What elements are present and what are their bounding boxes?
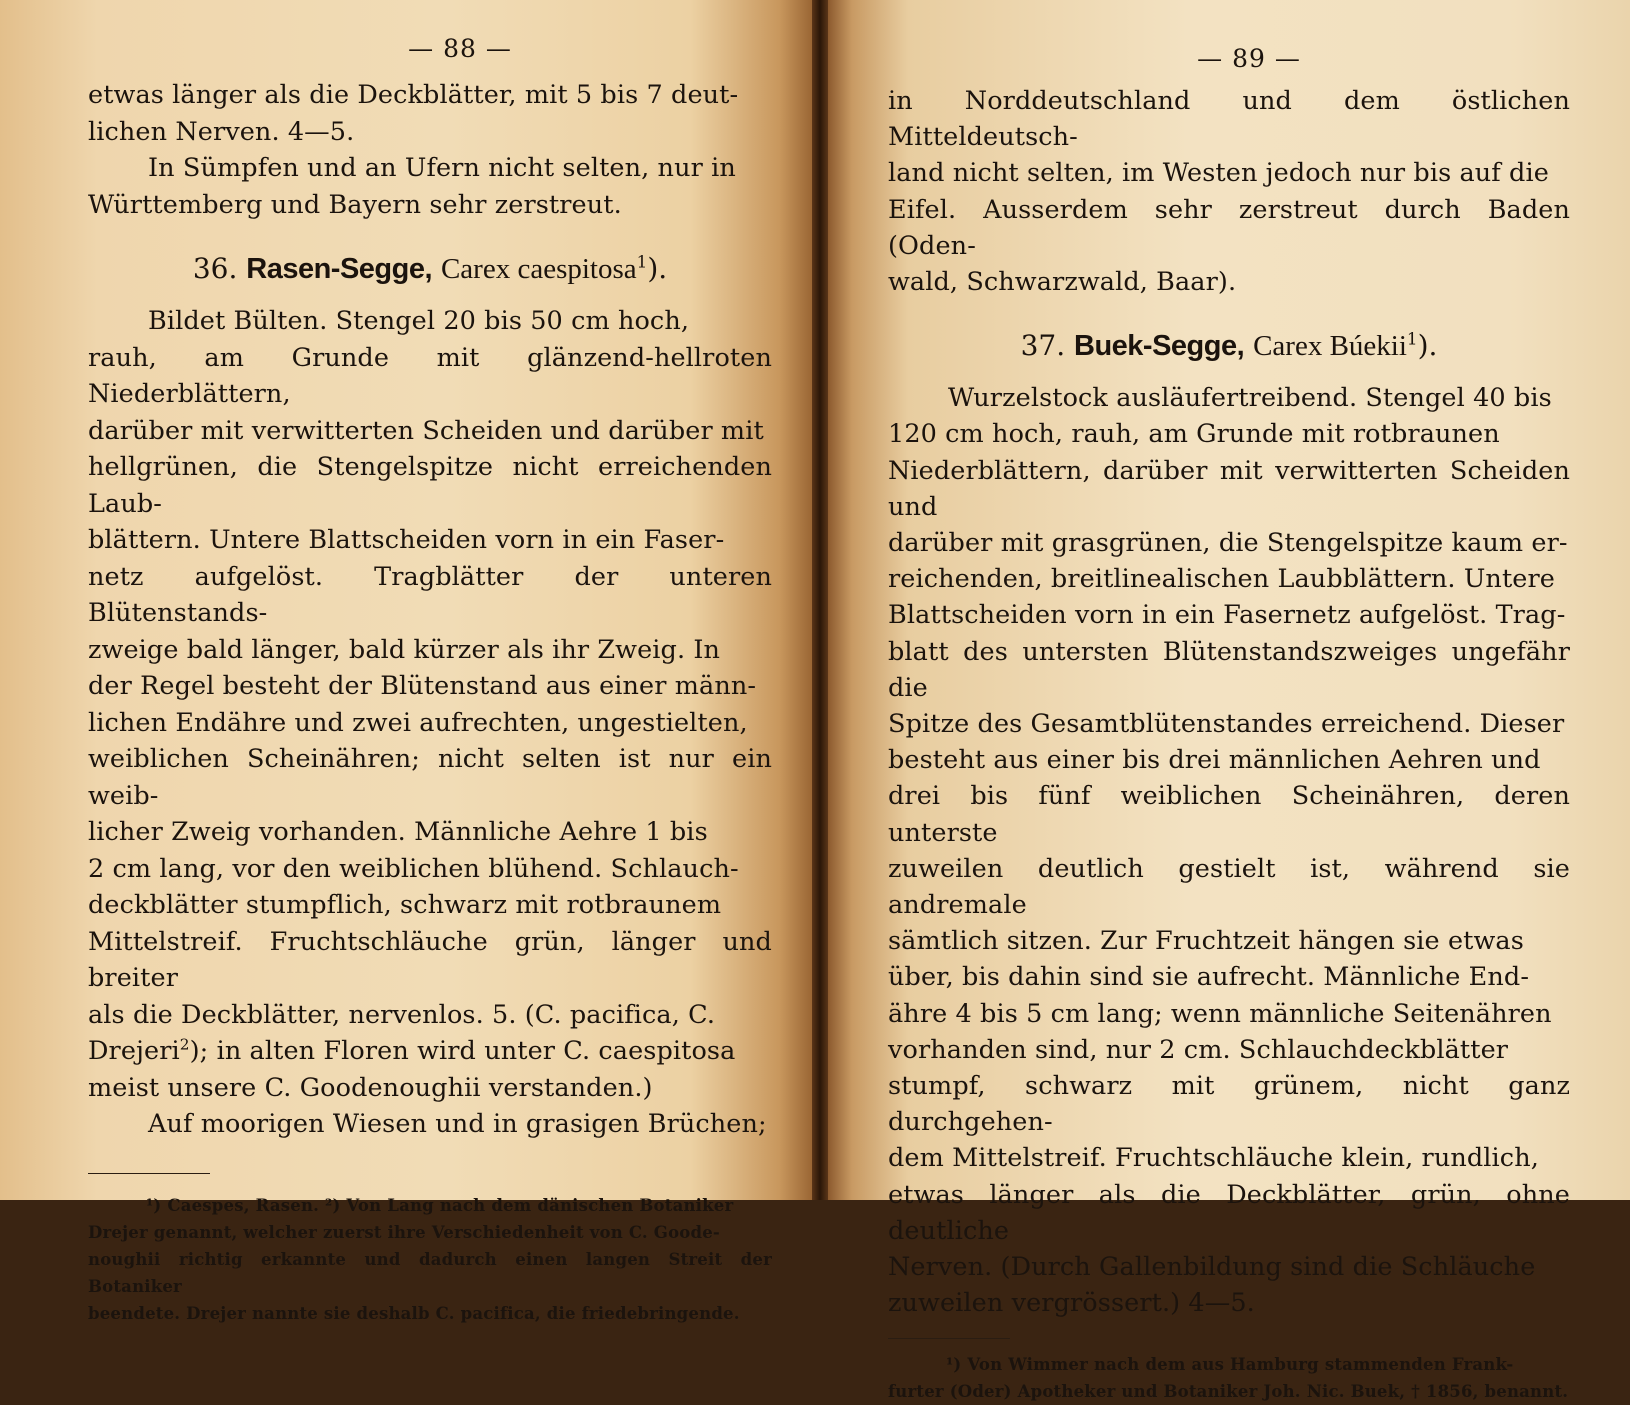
footnote-line: noughii richtig erkannte und dadurch einen langen Streit der Botaniker	[88, 1249, 772, 1296]
species-latin-name: Carex Búekii	[1253, 330, 1407, 363]
text-line: darüber mit verwitterten Scheiden und darüber mit	[88, 415, 764, 446]
text-line: 2 cm lang, vor den weiblichen blühend. Schlauch-	[88, 853, 739, 884]
heading-closing: ).	[647, 252, 668, 285]
text-line: ähre 4 bis 5 cm lang; wenn männliche Seitenähren	[888, 998, 1552, 1029]
text-line: vorhanden sind, nur 2 cm. Schlauchdeckblätter	[888, 1034, 1509, 1065]
text-line: darüber mit grasgrünen, die Stengelspitze kaum er-	[888, 528, 1568, 559]
left-page	[0, 0, 812, 1323]
footnote-mark: 1	[636, 251, 648, 272]
text-line: lichen Nerven. 4—5.	[88, 116, 355, 147]
footnote-text: ¹) Caespes, Rasen. ²) Von Lang nach dem dänischen Botaniker	[146, 1195, 734, 1215]
text-line: reichenden, breitlinealischen Laubblättern. Untere	[888, 564, 1555, 595]
text-line: deckblätter stumpflich, schwarz mit rotbraunem	[88, 890, 722, 920]
heading-closing: ).	[1417, 329, 1438, 363]
text-line: rauh, am Grunde mit glänzend-hellroten Niederblättern,	[88, 342, 772, 409]
species-number: 37.	[1020, 329, 1066, 363]
text-line: Nerven. (Durch Gallenbildung sind die Schläuche	[888, 1252, 1536, 1283]
footnote-divider	[888, 1338, 1010, 1339]
text-line: in Norddeutschland und dem östlichen Mitteldeutsch-	[888, 86, 1570, 153]
text-line: Bildet Bülten. Stengel 20 bis 50 cm hoch,	[148, 306, 690, 336]
page-number-left: — 88 —	[408, 34, 512, 63]
text-line: sämtlich sitzen. Zur Fruchtzeit hängen sie etwas	[888, 926, 1524, 957]
text-line: über, bis dahin sind sie aufrecht. Männliche End-	[888, 962, 1530, 993]
text-line: Auf moorigen Wiesen und in grasigen Brüchen;	[148, 1109, 767, 1139]
left-footnotes	[88, 1192, 772, 1327]
text-line: blättern. Untere Blattscheiden vorn in ein Faser-	[88, 525, 725, 555]
text-fragment: Drejeri	[88, 1036, 180, 1066]
text-line: etwas länger als die Deckblätter, grün, ohne deutliche	[888, 1179, 1570, 1246]
species-common-name: Buek-Segge,	[1074, 330, 1245, 363]
footnote-line	[88, 1192, 772, 1219]
species-37-description	[888, 380, 1570, 1321]
text-line: zweige bald länger, bald kürzer als ihr Zweig. In	[88, 634, 721, 665]
species-latin-name: Carex caespitosa	[440, 253, 637, 285]
text-line: wald, Schwarzwald, Baar).	[888, 267, 1237, 298]
footnote-mark: 1	[1406, 328, 1418, 349]
footnote-line: furter (Oder) Apotheker und Botaniker Joh. Nic. Buek, † 1856, benannt.	[888, 1381, 1569, 1401]
text-line: als die Deckblätter, nervenlos. 5. (C. pacifica, C.	[88, 999, 716, 1030]
text-line: Blattscheiden vorn in ein Fasernetz aufgelöst. Trag-	[888, 600, 1566, 631]
footnote-divider	[88, 1173, 210, 1174]
text-line: Württemberg und Bayern sehr zerstreut.	[88, 189, 622, 220]
text-line: netz aufgelöst. Tragblätter der unteren Blütenstands-	[88, 561, 772, 628]
species-36-description	[88, 303, 772, 1106]
text-line: land nicht selten, im Westen jedoch nur bis auf die	[888, 158, 1549, 189]
species-36-habitat	[88, 1106, 772, 1143]
text-line: zuweilen deutlich gestielt ist, während sie andremale	[888, 853, 1570, 921]
text-line: dem Mittelstreif. Fruchtschläuche klein, rundlich,	[888, 1143, 1539, 1174]
text-line: meist unsere C. Goodenoughii verstanden.)	[88, 1072, 653, 1103]
text-line: besteht aus einer bis drei männlichen Aehren und	[888, 745, 1541, 776]
species-heading-36	[88, 251, 772, 287]
text-line: In Sümpfen und an Ufern nicht selten, nur in	[148, 153, 736, 183]
left-habitat-text	[88, 150, 772, 223]
text-line: Spitze des Gesamtblütenstandes erreichend. Dieser	[888, 709, 1565, 740]
right-footnotes	[888, 1351, 1570, 1405]
text-line: drei bis fünf weiblichen Scheinähren, deren unterste	[888, 781, 1570, 848]
text-line: weiblichen Scheinähren; nicht selten ist nur ein weib-	[88, 744, 772, 811]
text-line: Niederblättern, darüber mit verwitterten Scheiden und	[888, 455, 1570, 522]
species-heading-37	[888, 328, 1570, 364]
text-line: der Regel besteht der Blütenstand aus einer männ-	[88, 671, 757, 701]
footnote-line	[888, 1351, 1570, 1378]
left-opening-text	[88, 77, 772, 150]
right-opening-text	[888, 83, 1570, 300]
text-line: zuweilen vergrössert.) 4—5.	[888, 1288, 1255, 1319]
text-line: etwas länger als die Deckblätter, mit 5 bis 7 deut-	[88, 80, 739, 110]
text-line: Wurzelstock ausläufertreibend. Stengel 40 bis	[948, 383, 1552, 414]
text-line: blatt des untersten Blütenstandszweiges ungefähr die	[888, 636, 1570, 703]
text-line: hellgrünen, die Stengelspitze nicht erreichenden Laub-	[88, 452, 772, 519]
text-line	[88, 1033, 772, 1070]
text-line: Mittelstreif. Fruchtschläuche grün, länger und breiter	[88, 926, 772, 993]
text-line: licher Zweig vorhanden. Männliche Aehre 1 bis	[88, 817, 708, 847]
footnote-mark: 2	[179, 1035, 190, 1054]
text-line: lichen Endähre und zwei aufrechten, ungestielten,	[88, 707, 748, 738]
footnote-line: beendete. Drejer nannte sie deshalb C. pacifica, die friedebringende.	[88, 1303, 740, 1323]
book-gutter	[812, 0, 828, 1200]
footnote-text: ¹) Von Wimmer nach dem aus Hamburg stammenden Frank-	[946, 1354, 1514, 1374]
text-line: Eifel. Ausserdem sehr zerstreut durch Baden (Oden-	[888, 194, 1570, 261]
text-fragment: ); in alten Floren wird unter C. caespitosa	[189, 1036, 736, 1066]
text-line: stumpf, schwarz mit grünem, nicht ganz durchgehen-	[888, 1071, 1570, 1138]
right-page	[828, 0, 1630, 1401]
text-line: 120 cm hoch, rauh, am Grunde mit rotbraunen	[888, 419, 1500, 450]
page-number-right: — 89 —	[1197, 44, 1301, 73]
footnote-line: Drejer genannt, welcher zuerst ihre Verschiedenheit von C. Goode-	[88, 1222, 720, 1242]
species-number: 36.	[192, 252, 238, 285]
species-common-name: Rasen-Segge,	[246, 253, 433, 285]
